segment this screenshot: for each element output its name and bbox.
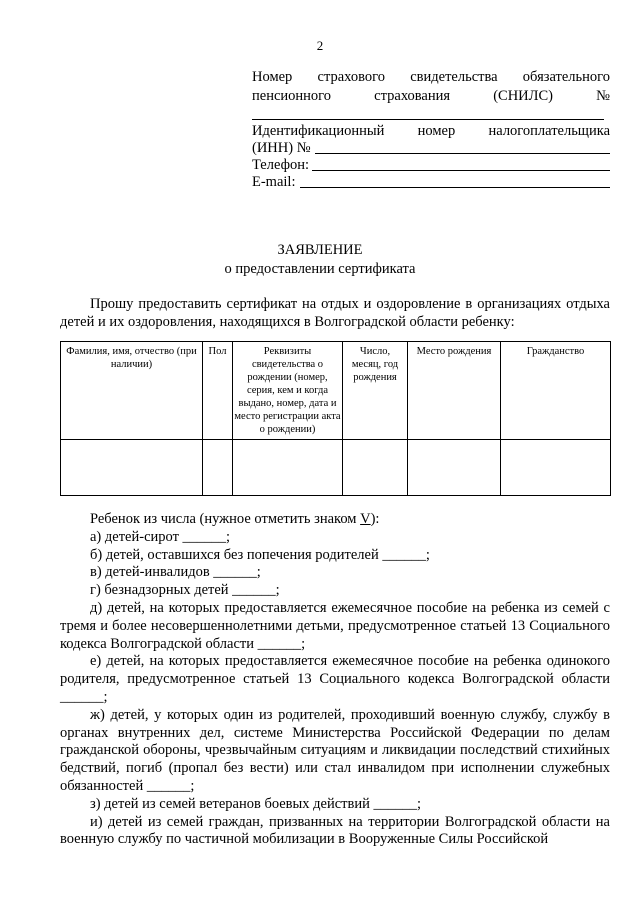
col-header-certificate: Реквизиты свидетельства о рождении (номер, серия, кем и когда выдано, номер, дата и место регистрации акта о рождении) bbox=[233, 342, 343, 440]
email-label: E-mail: bbox=[252, 174, 296, 190]
cell-name[interactable] bbox=[61, 440, 203, 496]
category-item-g[interactable]: г) безнадзорных детей ______; bbox=[90, 582, 280, 599]
cell-birthdate[interactable] bbox=[343, 440, 408, 496]
request-paragraph: Прошу предоставить сертификат на отдых и оздоровление в организациях отдыха детей и их оздоровления, находящихся в Волгоградской области ребенку: bbox=[60, 296, 610, 330]
document-title: ЗАЯВЛЕНИЕ bbox=[277, 242, 363, 258]
snils-label-line2: пенсионного страхования (СНИЛС) № bbox=[252, 88, 610, 104]
document-subtitle: о предоставлении сертификата bbox=[224, 261, 416, 277]
cell-birthplace[interactable] bbox=[408, 440, 501, 496]
category-item-v[interactable]: в) детей-инвалидов ______; bbox=[90, 564, 261, 581]
child-data-table bbox=[60, 341, 611, 496]
phone-field[interactable] bbox=[312, 170, 610, 171]
category-intro: Ребенок из числа (нужное отметить знаком V): bbox=[90, 511, 380, 527]
inn-field[interactable] bbox=[315, 153, 610, 154]
col-header-birthdate: Число, месяц, год рождения bbox=[343, 342, 408, 440]
cell-citizenship[interactable] bbox=[501, 440, 611, 496]
category-item-d[interactable]: д) детей, на которых предоставляется ежемесячное пособие на ребенка из семей с тремя и более несовершеннолетними детьми, предусмотренное статьей 13 Социального кодекса Волгоградской области ______; bbox=[60, 599, 610, 652]
email-field[interactable] bbox=[300, 187, 610, 188]
category-item-z[interactable]: з) детей из семей ветеранов боевых действий ______; bbox=[90, 795, 422, 812]
category-list bbox=[60, 511, 610, 849]
category-item-zh[interactable]: ж) детей, у которых один из родителей, проходивший военную службу, службу в органах внутренних дел, системе Министерства Российской Федерации по делам гражданской обороны, чрезвычайным ситуациям и ликвидации последствий стихийных бедствий, погиб (пропал без вести) или стал инвалидом при исполнении служебных обязанностей ______; bbox=[60, 706, 610, 794]
col-header-name: Фамилия, имя, отчество (при наличии) bbox=[61, 342, 203, 440]
category-item-i[interactable]: и) детей из семей граждан, призванных на территории Волгоградской области на военную службу по частичной мобилизации в Вооруженные Силы Российской bbox=[60, 813, 610, 848]
inn-label-line1: Идентификационный номер налогоплательщика bbox=[252, 123, 610, 139]
cell-sex[interactable] bbox=[203, 440, 233, 496]
snils-field[interactable] bbox=[252, 119, 604, 120]
phone-label: Телефон: bbox=[252, 157, 310, 173]
inn-label-line2: (ИНН) № bbox=[252, 140, 311, 156]
snils-label-line1: Номер страхового свидетельства обязательного bbox=[252, 69, 610, 85]
category-item-e[interactable]: е) детей, на которых предоставляется ежемесячное пособие на ребенка одинокого родителя, предусмотренное статьей 13 Социального кодекса Волгоградской области ______; bbox=[60, 653, 610, 705]
cell-certificate[interactable] bbox=[233, 440, 343, 496]
col-header-citizenship: Гражданство bbox=[501, 342, 611, 440]
col-header-birthplace: Место рождения bbox=[408, 342, 501, 440]
category-item-b[interactable]: б) детей, оставшихся без попечения родителей ______; bbox=[90, 546, 430, 563]
category-item-a[interactable]: а) детей-сирот ______; bbox=[90, 528, 231, 545]
page-number: 2 bbox=[316, 38, 324, 53]
col-header-sex: Пол bbox=[203, 342, 233, 440]
